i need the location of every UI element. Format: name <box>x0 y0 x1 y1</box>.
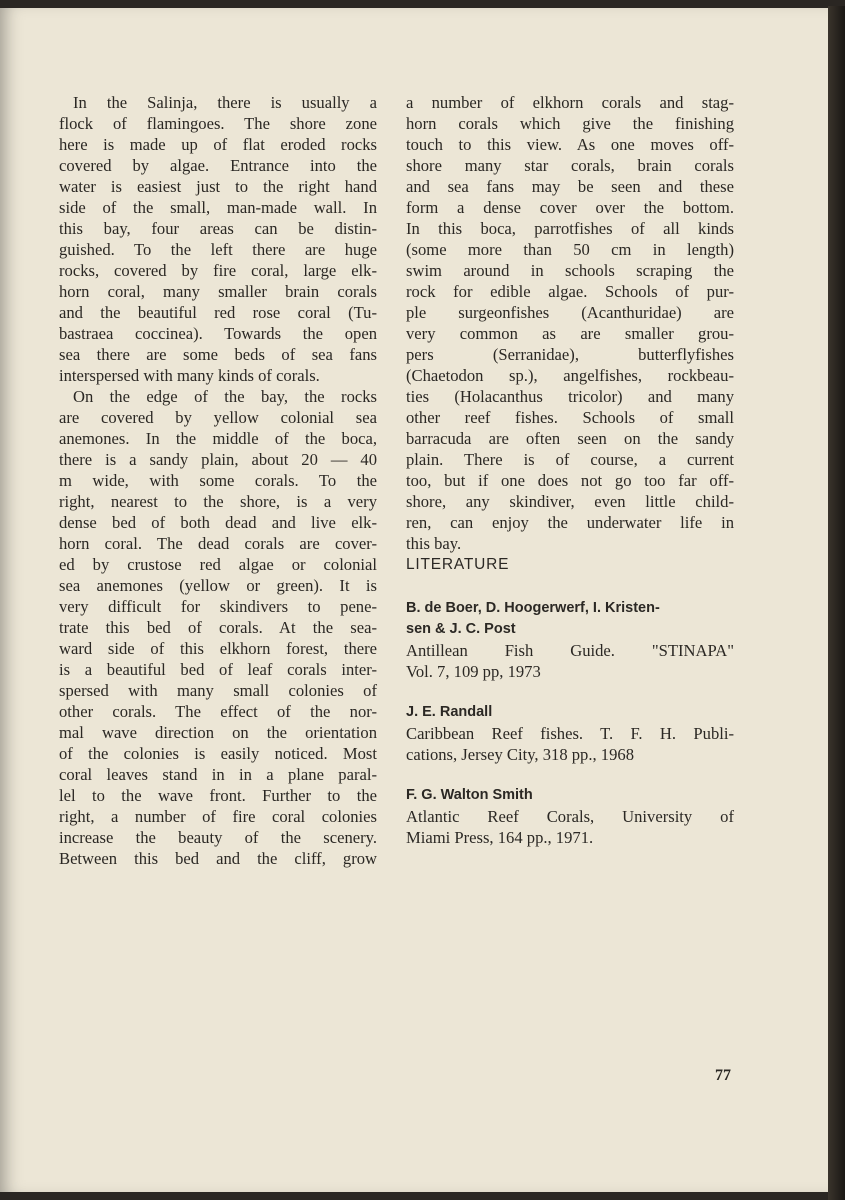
text-line: right, a number of fire coral colonies <box>59 807 377 826</box>
text-line: ed by crustose red algae or colonial <box>59 555 377 574</box>
text-line: coral leaves stand in in a plane paral- <box>59 765 377 784</box>
text-line: right, nearest to the shore, is a very <box>59 492 377 511</box>
text-line: anemones. In the middle of the boca, <box>59 429 377 448</box>
text-line: dense bed of both dead and live elk- <box>59 513 377 532</box>
text-line: this bay, four areas can be distin- <box>59 219 377 238</box>
text-line: other reef fishes. Schools of small <box>406 408 734 427</box>
text-line: too, but if one does not go too far off- <box>406 471 734 490</box>
text-line: side of the small, man-made wall. In <box>59 198 377 217</box>
text-line: there is a sandy plain, about 20 — 40 <box>59 450 377 469</box>
text-line: and the beautiful red rose coral (Tu- <box>59 303 377 322</box>
text-line: and sea fans may be seen and these <box>406 177 734 196</box>
text-line: are covered by yellow colonial sea <box>59 408 377 427</box>
text-line: barracuda are often seen on the sandy <box>406 429 734 448</box>
reference-line: Caribbean Reef fishes. T. F. H. Publi- <box>406 724 734 743</box>
text-line: On the edge of the bay, the rocks <box>73 387 377 406</box>
text-line: bastraea coccinea). Towards the open <box>59 324 377 343</box>
text-line: (Chaetodon sp.), angelfishes, rockbeau- <box>406 366 734 385</box>
text-line: sea anemones (yellow or green). It is <box>59 576 377 595</box>
text-line: In this boca, parrotfishes of all kinds <box>406 219 734 238</box>
text-line: very difficult for skindivers to pene- <box>59 597 377 616</box>
text-line: a number of elkhorn corals and stag- <box>406 93 734 112</box>
text-line: spersed with many small colonies of <box>59 681 377 700</box>
text-line: rock for edible algae. Schools of pur- <box>406 282 734 301</box>
reference-author: sen & J. C. Post <box>406 621 516 637</box>
text-line: In the Salinja, there is usually a <box>73 93 377 112</box>
text-line: rocks, covered by fire coral, large elk- <box>59 261 377 280</box>
text-line: form a dense cover over the bottom. <box>406 198 734 217</box>
text-line: covered by algae. Entrance into the <box>59 156 377 175</box>
reference-line: Miami Press, 164 pp., 1971. <box>406 828 594 847</box>
text-line: sea there are some beds of sea fans <box>59 345 377 364</box>
text-line: ple surgeonfishes (Acanthuridae) are <box>406 303 734 322</box>
reference-author: J. E. Randall <box>406 704 493 720</box>
text-line: pers (Serranidae), butterflyfishes <box>406 345 734 364</box>
text-line: is a beautiful bed of leaf corals inter- <box>59 660 377 679</box>
page-number: 77 <box>715 1067 731 1084</box>
literature-heading: LITERATURE <box>406 556 510 573</box>
reference-line: Vol. 7, 109 pp, 1973 <box>406 662 541 681</box>
reference-author: B. de Boer, D. Hoogerwerf, I. Kristen- <box>406 600 660 616</box>
text-line: here is made up of flat eroded rocks <box>59 135 377 154</box>
text-line: ties (Holacanthus tricolor) and many <box>406 387 734 406</box>
text-line: m wide, with some corals. To the <box>59 471 377 490</box>
text-line: (some more than 50 cm in length) <box>406 240 734 259</box>
text-line: lel to the wave front. Further to the <box>59 786 377 805</box>
text-line: ward side of this elkhorn forest, there <box>59 639 377 658</box>
text-line: horn corals which give the finishing <box>406 114 734 133</box>
text-line: shore many star corals, brain corals <box>406 156 734 175</box>
text-line: guished. To the left there are huge <box>59 240 377 259</box>
text-line: interspersed with many kinds of corals. <box>59 366 320 385</box>
text-line: trate this bed of corals. At the sea- <box>59 618 377 637</box>
text-line: this bay. <box>406 534 462 553</box>
reference-author: F. G. Walton Smith <box>406 787 533 803</box>
text-line: flock of flamingoes. The shore zone <box>59 114 377 133</box>
text-line: water is easiest just to the right hand <box>59 177 377 196</box>
text-line: horn coral. The dead corals are cover- <box>59 534 377 553</box>
text-line: ren, can enjoy the underwater life in <box>406 513 734 532</box>
text-line: swim around in schools scraping the <box>406 261 734 280</box>
text-line: shore, any skindiver, even little child- <box>406 492 734 511</box>
reference-line: cations, Jersey City, 318 pp., 1968 <box>406 745 634 764</box>
text-line: increase the beauty of the scenery. <box>59 828 377 847</box>
text-line: other corals. The effect of the nor- <box>59 702 377 721</box>
text-line: plain. There is of course, a current <box>406 450 734 469</box>
reference-line: Atlantic Reef Corals, University of <box>406 807 734 826</box>
text-line: mal wave direction on the orientation <box>59 723 377 742</box>
text-line: of the colonies is easily noticed. Most <box>59 744 377 763</box>
text-line: Between this bed and the cliff, grow <box>59 849 377 868</box>
text-line: horn coral, many smaller brain corals <box>59 282 377 301</box>
page-edge <box>828 6 845 1200</box>
reference-line: Antillean Fish Guide. "STINAPA" <box>406 641 734 660</box>
text-line: touch to this view. As one moves off- <box>406 135 734 154</box>
text-line: very common as are smaller grou- <box>406 324 734 343</box>
